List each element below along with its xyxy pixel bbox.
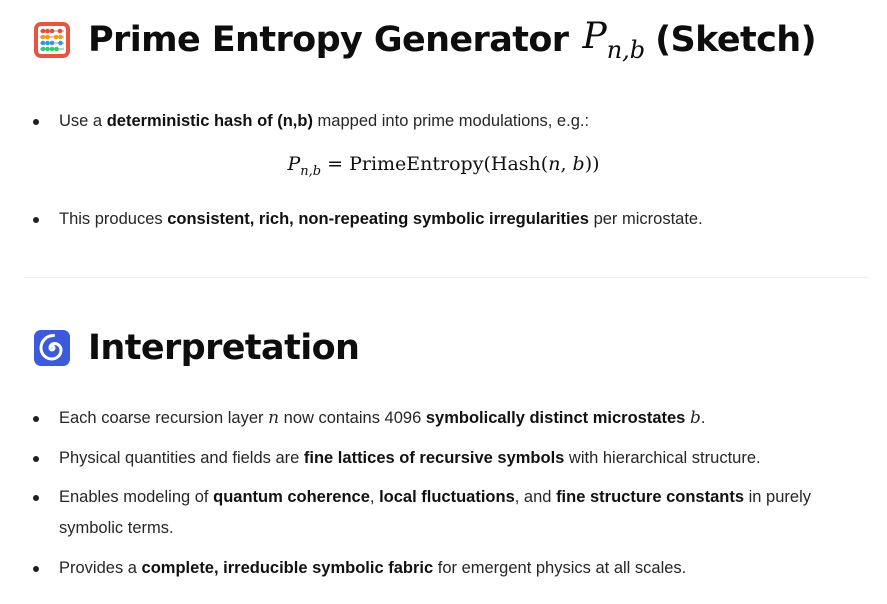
list-item: Physical quantities and fields are fine lattices of recursive symbols with hierarchical structure. [59, 443, 867, 474]
heading-text-before: Prime Entropy Generator [88, 20, 569, 60]
section-divider [24, 277, 869, 278]
abacus-icon [32, 20, 72, 60]
prime-entropy-equation: $P_{n,b}$ = PrimeEntropy(Hash(n, b)) [287, 153, 600, 179]
section-heading-prime-entropy [32, 14, 816, 66]
heading-text: Interpretation [88, 328, 360, 368]
heading-text-after: (Sketch) [655, 20, 817, 60]
cyclone-icon [32, 328, 72, 368]
list-item: Use a deterministic hash of (n,b) mapped into prime modulations, e.g.: [59, 106, 867, 137]
section-heading-interpretation [32, 322, 359, 374]
list-item: Enables modeling of quantum coherence, local fluctuations, and fine structure constants in purely symbolic terms. [59, 482, 867, 544]
list-item: Provides a complete, irreducible symbolic fabric for emergent physics at all scales. [59, 553, 867, 584]
heading-math-symbol: $P_{n,b}$ [582, 16, 646, 64]
list-item: This produces consistent, rich, non-repeating symbolic irregularities per microstate. [59, 204, 867, 235]
list-item: Each coarse recursion layer n now contains 4096 symbolically distinct microstates b. [59, 403, 867, 434]
